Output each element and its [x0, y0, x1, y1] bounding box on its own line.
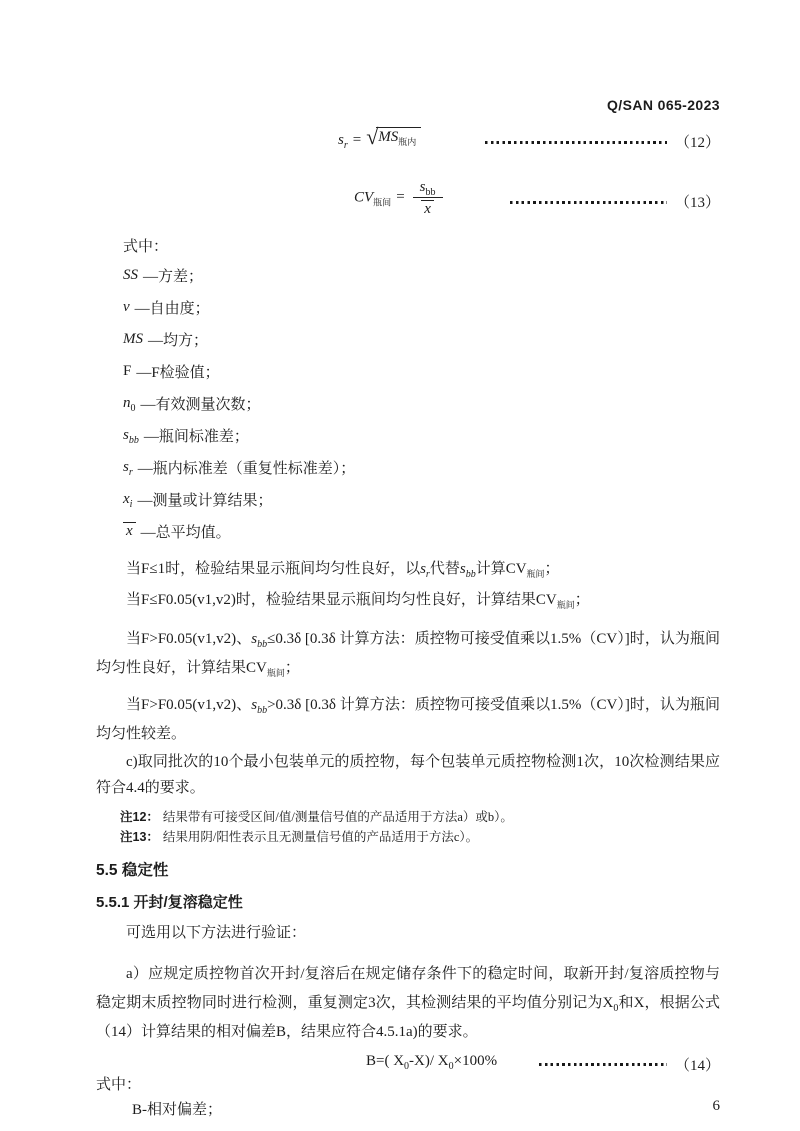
symbol: x — [123, 522, 136, 540]
note-text: 结果用阴/阳性表示且无测量信号值的产品适用于方法c）。 — [162, 830, 479, 844]
radicand-base: MS — [378, 129, 399, 145]
formula-14 — [96, 1049, 720, 1073]
fraction-numerator — [413, 179, 443, 198]
symbol: F — [123, 362, 132, 379]
radical-sign-icon: √ — [366, 124, 379, 149]
note-label: 注12： — [120, 810, 159, 824]
formula-12-lhs-sub: r — [343, 140, 348, 151]
definition-text: —总平均值。 — [140, 524, 231, 541]
numerator-sub: bb — [425, 187, 436, 198]
dotted-leader — [485, 141, 667, 144]
para-item-c: c)取同批次的10个最小包装单元的质控物，每个包装单元质控物检测1次，10次检测结果应符合4.4的要求。 — [96, 754, 720, 796]
dotted-leader — [510, 201, 667, 204]
where-label: 式中： — [123, 239, 169, 255]
section-heading-5-5-1: 5.5.1 开封/复溶稳定性 — [96, 894, 243, 911]
fraction-denominator — [421, 198, 434, 217]
b-definition: B-相对偏差； — [132, 1102, 223, 1118]
formula-12-number: （12） — [674, 134, 720, 151]
symbol: $s_{bb}$ — [123, 426, 139, 446]
stability-intro: 可选用以下方法进行验证： — [126, 925, 307, 941]
doc-code: Q/SAN 065-2023 — [607, 97, 720, 113]
para-item-a: a）应规定质控物首次开封/复溶后在规定储存条件下的稳定时间，取新开封/复溶质控物与稳定期末质控物同时进行检测，重复测定3次，其检测结果的平均值分别记为$X_0$和X，根据公式（14）计算结果的相对偏差B，结果应符合4.5.1a)的要求。 — [96, 966, 720, 1040]
note-13 — [96, 827, 720, 847]
numerator-base: s — [419, 179, 426, 195]
radicand — [376, 127, 421, 146]
definition-item — [96, 451, 720, 483]
note-text: 结果带有可接受区间/值/测量信号值的产品适用于方法a）或b）。 — [162, 810, 513, 824]
definition-item — [96, 323, 720, 355]
definition-text: —测量或计算结果； — [137, 492, 273, 509]
para-f-gt-poor: 当F>F0.05(v1,v2)、$s_{bb}>0.3\delta$ [0.3δ 计算方法：质控物可接受值乘以1.5%（CV）]时，认为瓶间均匀性较差。 — [96, 697, 721, 742]
formula-14-expression: B=( $X_0-X)/$ $X_0\times 100\%$ — [366, 1052, 498, 1072]
radicand-sub: 瓶内 — [398, 137, 417, 147]
dotted-leader — [539, 1063, 667, 1066]
notes-block — [96, 807, 720, 847]
definition-text: —F检验值； — [136, 364, 220, 381]
formula-12 — [96, 121, 720, 155]
para-f-le-f005: 当F≤F0.05(v1,v2)时，检验结果显示瓶间均匀性良好，计算结果$CV_{瓶间}$； — [126, 592, 590, 610]
definition-text: —瓶内标准差（重复性标准差）； — [137, 460, 356, 477]
definition-item — [96, 419, 720, 451]
definition-item — [96, 355, 720, 387]
definition-item — [96, 515, 720, 547]
formula-13-lhs: CV — [354, 189, 374, 206]
definition-item — [96, 291, 720, 323]
symbol: $n_0$ — [123, 394, 136, 414]
symbol: MS — [123, 330, 143, 347]
symbol: SS — [123, 266, 138, 283]
definition-text: —方差； — [143, 268, 204, 285]
definition-text: —有效测量次数； — [140, 396, 261, 413]
definition-text: —均方； — [148, 332, 209, 349]
formula-13-expression — [354, 179, 446, 217]
definition-item — [96, 387, 720, 419]
equals-sign: = — [352, 132, 362, 148]
denominator-base: x — [424, 201, 431, 217]
para-f-gt-good: 当F>F0.05(v1,v2)、$s_{bb}\le 0.3\delta$ [0.3δ 计算方法：质控物可接受值乘以1.5%（CV）]时，认为瓶间均匀性良好，计算结果$CV_{瓶间}$； — [96, 631, 720, 678]
section-heading-5-5: 5.5 稳定性 — [96, 862, 169, 879]
definition-item — [96, 483, 720, 515]
formula-13 — [96, 171, 720, 225]
definition-text: —自由度； — [134, 300, 210, 317]
para-f-le-1: 当F≤1时，检验结果显示瓶间均匀性良好，以$s_r$代替$s_{bb}$计算$CV_{瓶间}$； — [126, 561, 560, 580]
formula-13-lhs-sub: 瓶间 — [373, 197, 392, 208]
note-12 — [96, 807, 720, 827]
symbol: v — [123, 298, 130, 315]
formula-12-expression — [338, 124, 421, 151]
square-root — [366, 124, 421, 149]
note-label: 注13： — [120, 830, 159, 844]
symbol: $x_i$ — [123, 490, 133, 510]
fraction — [413, 179, 443, 217]
formula-14-number: （14） — [674, 1057, 720, 1074]
page-number: 6 — [712, 1098, 720, 1114]
equals-sign: = — [396, 189, 405, 206]
symbol: $s_r$ — [123, 458, 133, 478]
formula-13-number: （13） — [674, 194, 720, 211]
formula-12-lhs: s — [338, 132, 344, 148]
definition-text: —瓶间标准差； — [143, 428, 249, 445]
where-label: 式中： — [96, 1077, 142, 1093]
definition-item — [96, 259, 720, 291]
